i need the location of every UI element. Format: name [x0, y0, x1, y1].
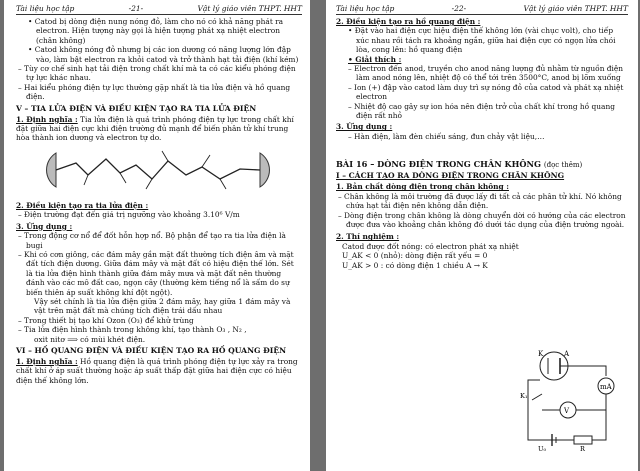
list-item: – Trong thiết bị tạo khí Ozon (O₃) để khử trùng — [18, 315, 194, 325]
list-item: – Tia lửa điện hình thành trong không khí, tạo thành O₃ , N₂ , — [18, 325, 247, 335]
resistor-label: R — [580, 445, 585, 452]
section-heading: V – TIA LỬA ĐIỆN VÀ ĐIỀU KIỆN TẠO RA TIA LỬA ĐIỆN — [16, 103, 257, 113]
switch-label: K₁ — [520, 392, 528, 400]
list-item: • Đặt vào hai điện cực hiệu điện thế không lớn (vài chục volt), cho tiếp xúc nhau rồi tách ra khoảng ngắn, giữa hai điện cực có ngọn lửa chói lòa, cong lên: hồ quang điện — [348, 26, 616, 55]
header-title: Tài liệu học tập — [336, 4, 395, 13]
milliammeter-label: mA — [600, 383, 612, 391]
definition-paragraph: 1. Định nghĩa : Tia lửa điện là quá trình phóng điện tự lực trong chất khí đặt giữa hai điện cực khi điện trường đủ mạnh để biến phân tử khí trung hòa thành ion dương và electron tự do. — [16, 114, 294, 143]
paragraph: – Điện trường đạt đến giá trị ngưỡng vào khoảng 3.10⁶ V/m — [18, 210, 240, 220]
section-heading: I – CÁCH TẠO RA DÒNG ĐIỆN TRONG CHÂN KHÔNG — [336, 171, 565, 181]
page-gutter — [310, 0, 326, 471]
list-item: – Ion (+) đập vào catod làm duy trì sự nóng đỏ của catod và phát xạ nhiệt electron — [348, 82, 624, 102]
source-label: U₀ — [538, 445, 547, 452]
vacuum-diode-circuit-diagram — [518, 340, 628, 452]
list-item: – Hàn điện, làm đèn chiếu sáng, đun chảy vật liệu,… — [348, 131, 545, 141]
list-item: – Dòng điện trong chân không là dòng chuyển dời có hướng của các electron được đưa vào khoảng chân không đó dưới tác dụng của điện trường ngoài. — [338, 210, 626, 229]
right-header — [336, 4, 628, 15]
list-item: – Electron đến anod, truyền cho anod năng lượng đủ nhằm từ nguồn điện làm anod nóng lên, nhiệt độ có thể tới trên 3500°C, anod bị lõm xuống — [348, 64, 624, 83]
bullet-item: • Catod bị dòng điện nung nóng đỏ, làm cho nó có khả năng phát ra electron. Hiện tượng này gọi là hiện tượng phát xạ nhiệt electron (chân không) — [28, 17, 284, 45]
definition-paragraph: 1. Định nghĩa : Hồ quang điện là quá trình phóng điện tự lực xảy ra trong chất khí ở áp suất thường hoặc áp suất thấp đặt giữa hai điện cực có hiệu điện thế không lớn. — [16, 356, 298, 385]
right-page — [326, 0, 638, 471]
subsection-heading: 3. Ứng dụng : — [16, 221, 73, 231]
cathode-label: K — [538, 350, 544, 358]
header-page-number: -21- — [128, 4, 144, 13]
left-header — [16, 4, 302, 15]
subsection-heading: 2. Điều kiện tạo ra hồ quang điện : — [336, 17, 481, 26]
header-title: Tài liệu học tập — [16, 4, 75, 13]
subsection-heading: 2. Điều kiện tạo ra tia lửa điện : — [16, 200, 149, 210]
list-item: – Khi có cơn giông, các đám mây gần mặt đất thường tích điện âm và mặt đất tích điện dương. Giữa đám mây và mặt đất có hiệu điện thế lớn. Sét là tia lửa điện hình thành giữa đám mây mưa và mặt đất nên thường đánh vào các mô đất cao, ngọn cây (thường kèm tiếng nổ là sấm do sự biến thiên áp suất không khí đột ngột). — [18, 249, 294, 297]
list-item: oxit nitơ ⟹ có mùi khét điện. — [34, 334, 146, 344]
paragraph: U_AK < 0 (nhỏ): dòng điện rất yếu = 0 — [342, 251, 488, 261]
voltmeter-label: V — [564, 407, 570, 415]
list-item: – Chân không là môi trường đã được lấy đi tất cả các phân tử khí. Nó không chứa hạt tải điện nên không dẫn điện. — [338, 191, 622, 211]
subsection-heading: 1. Bản chất dòng điện trong chân không : — [336, 182, 509, 192]
subsection-heading: • Giải thích : — [348, 54, 402, 64]
header-author: Vật lý giáo viên THPT. HHT — [197, 4, 302, 13]
header-author: Vật lý giáo viên THPT. HHT — [523, 4, 628, 13]
paragraph: – Hai kiểu phóng điện tự lực thường gặp nhất là tia lửa điện và hồ quang điện. — [18, 82, 291, 102]
header-page-number: -22- — [451, 4, 467, 13]
paragraph: U_AK > 0 : có dòng điện 1 chiều A → K — [342, 260, 488, 270]
paragraph: – Tùy cơ chế sinh hạt tải điện trong chất khí mà ta có các kiểu phóng điện tự lực khác nhau. — [18, 64, 296, 83]
list-item: – Trong động cơ nổ để đốt hỗn hợp nổ. Bộ phận để tạo ra tia lửa điện là bugi — [18, 231, 286, 250]
subsection-heading: 2. Thí nghiệm : — [336, 232, 400, 242]
paragraph: Catod được đốt nóng: có electron phát xạ nhiệt — [342, 241, 519, 251]
anode-label: A — [564, 350, 570, 358]
list-item: Vậy sét chính là tia lửa điện giữa 2 đám mây, hay giữa 1 đám mây và vật trên mặt đất mà chúng tích điện trái dấu nhau — [34, 296, 291, 316]
left-page — [4, 0, 310, 471]
section-heading: VI – HỒ QUANG ĐIỆN VÀ ĐIỀU KIỆN TẠO RA HỒ QUANG ĐIỆN — [16, 345, 287, 355]
lesson-title: BÀI 16 – DÒNG ĐIỆN TRONG CHÂN KHÔNG (đọc thêm) — [336, 159, 583, 170]
bullet-item: • Catod không nóng đỏ nhưng bị các ion dương có năng lượng lớn đập vào, làm bật electron ra khỏi catod và trở thành hạt tải điện (khí kém) — [28, 45, 299, 64]
spark-discharge-figure — [16, 145, 302, 195]
subsection-heading: 3. Ứng dụng : — [336, 122, 393, 132]
list-item: – Nhiệt độ cao gây sự ion hóa nên điện trở của chất khí trong hồ quang điện rất nhỏ — [348, 101, 615, 121]
